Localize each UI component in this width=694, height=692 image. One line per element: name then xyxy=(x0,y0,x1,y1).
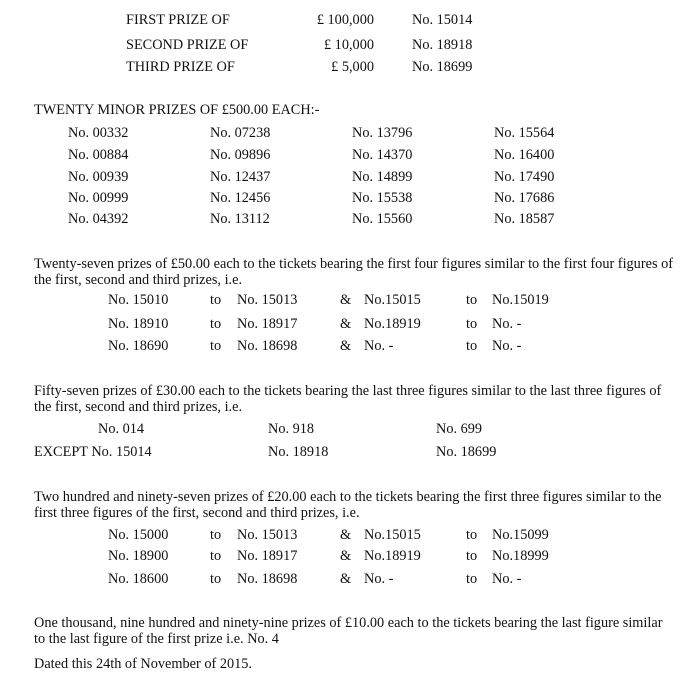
range-end: No. - xyxy=(492,338,522,354)
range-start: No. 18600 xyxy=(108,571,169,587)
range-start: No. - xyxy=(364,571,394,587)
range-end: No.15099 xyxy=(492,527,549,543)
minor-ticket: No. 15538 xyxy=(352,190,413,206)
range-and: & xyxy=(340,292,352,308)
range-start: No. 18690 xyxy=(108,338,169,354)
except-ticket: No. 18699 xyxy=(436,444,497,460)
range-to: to xyxy=(466,338,478,354)
last-three-figures: No. 699 xyxy=(436,421,483,437)
range-start: No. 18910 xyxy=(108,316,169,332)
first-prize-ticket: No. 15014 xyxy=(412,12,473,28)
minor-ticket: No. 00939 xyxy=(68,169,129,185)
minor-ticket: No. 07238 xyxy=(210,125,271,141)
third-prize-amount: £ 5,000 xyxy=(331,59,374,75)
minor-ticket: No. 15564 xyxy=(494,125,555,141)
third-prize-label: THIRD PRIZE OF xyxy=(126,59,235,75)
minor-ticket: No. 00999 xyxy=(68,190,129,206)
prize-10-description: One thousand, nine hundred and ninety-nine prizes of £10.00 each to the tickets bearing the last figure similar to the last figure of the first prize i.e. No. 4 xyxy=(34,615,663,647)
minor-ticket: No. 09896 xyxy=(210,147,271,163)
second-prize-label: SECOND PRIZE OF xyxy=(126,37,249,53)
range-to: to xyxy=(210,316,222,332)
range-end: No. 15013 xyxy=(237,292,298,308)
first-prize-amount: £ 100,000 xyxy=(316,12,374,28)
minor-ticket: No. 13796 xyxy=(352,125,413,141)
minor-ticket: No. 16400 xyxy=(494,147,555,163)
minor-ticket: No. 12437 xyxy=(210,169,271,185)
range-to: to xyxy=(466,571,478,587)
range-to: to xyxy=(210,338,222,354)
range-end: No. - xyxy=(492,316,522,332)
minor-ticket: No. 14370 xyxy=(352,147,413,163)
range-to: to xyxy=(466,527,478,543)
range-start: No.18919 xyxy=(364,548,421,564)
last-three-figures: No. 918 xyxy=(268,421,315,437)
range-end: No. 18698 xyxy=(237,338,298,354)
range-start: No.18919 xyxy=(364,316,421,332)
range-to: to xyxy=(210,571,222,587)
range-end: No. 15013 xyxy=(237,527,298,543)
dated-line: Dated this 24th of November of 2015. xyxy=(34,656,252,672)
range-to: to xyxy=(466,316,478,332)
prize-30-description: Fifty-seven prizes of £30.00 each to the tickets bearing the last three figures similar to the last three figures of the first, second and third prizes, i.e. xyxy=(34,383,662,415)
minor-prizes-heading: TWENTY MINOR PRIZES OF £500.00 EACH:- xyxy=(34,102,320,118)
range-end: No. 18698 xyxy=(237,571,298,587)
range-and: & xyxy=(340,527,352,543)
range-start: No.15015 xyxy=(364,292,421,308)
range-and: & xyxy=(340,548,352,564)
range-start: No. 18900 xyxy=(108,548,169,564)
range-start: No. - xyxy=(364,338,394,354)
range-to: to xyxy=(466,292,478,308)
range-start: No.15015 xyxy=(364,527,421,543)
range-end: No. 18917 xyxy=(237,548,298,564)
range-to: to xyxy=(210,527,222,543)
second-prize-amount: £ 10,000 xyxy=(323,37,374,53)
minor-ticket: No. 14899 xyxy=(352,169,413,185)
range-start: No. 15010 xyxy=(108,292,169,308)
minor-ticket: No. 17490 xyxy=(494,169,555,185)
range-to: to xyxy=(466,548,478,564)
range-start: No. 15000 xyxy=(108,527,169,543)
minor-ticket: No. 12456 xyxy=(210,190,271,206)
range-end: No. 18917 xyxy=(237,316,298,332)
range-to: to xyxy=(210,292,222,308)
range-and: & xyxy=(340,316,352,332)
minor-ticket: No. 17686 xyxy=(494,190,555,206)
last-three-figures: No. 014 xyxy=(98,421,145,437)
minor-ticket: No. 15560 xyxy=(352,211,413,227)
range-end: No.18999 xyxy=(492,548,549,564)
range-end: No. - xyxy=(492,571,522,587)
first-prize-label: FIRST PRIZE OF xyxy=(126,12,230,28)
range-and: & xyxy=(340,571,352,587)
range-to: to xyxy=(210,548,222,564)
third-prize-ticket: No. 18699 xyxy=(412,59,473,75)
prize-50-description: Twenty-seven prizes of £50.00 each to the tickets bearing the first four figures similar to the first four figures of the first, second and third prizes, i.e. xyxy=(34,256,673,288)
minor-ticket: No. 00332 xyxy=(68,125,129,141)
second-prize-ticket: No. 18918 xyxy=(412,37,473,53)
minor-ticket: No. 00884 xyxy=(68,147,129,163)
range-and: & xyxy=(340,338,352,354)
minor-ticket: No. 18587 xyxy=(494,211,555,227)
range-end: No.15019 xyxy=(492,292,549,308)
minor-ticket: No. 04392 xyxy=(68,211,129,227)
except-ticket: No. 18918 xyxy=(268,444,329,460)
except-ticket: EXCEPT No. 15014 xyxy=(34,444,152,460)
prize-20-description: Two hundred and ninety-seven prizes of £20.00 each to the tickets bearing the first three figures similar to the first three figures of the first, second and third prizes, i.e. xyxy=(34,489,662,521)
minor-ticket: No. 13112 xyxy=(210,211,270,227)
